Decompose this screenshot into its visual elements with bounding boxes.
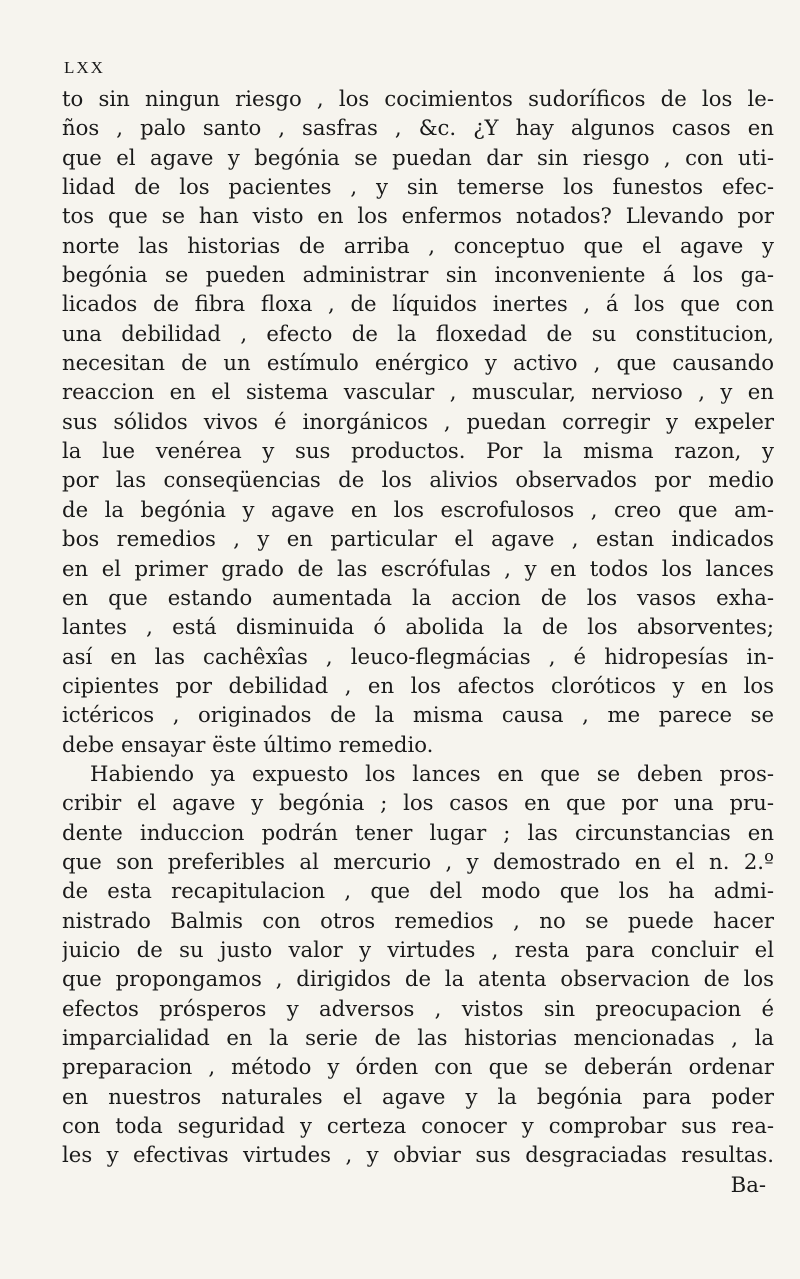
text-line: nistrado Balmis con otros remedios , no se puede hacer xyxy=(62,907,774,933)
page-number: LXX xyxy=(64,58,105,77)
text-line: ictéricos , originados de la misma causa , me parece se xyxy=(62,702,774,728)
text-line: to sin ningun riesgo , los cocimientos sudoríficos de los le- xyxy=(62,86,774,111)
text-line: ños , palo santo , sasfras , &c. ¿Y hay algunos casos en xyxy=(62,115,774,141)
paragraph-start-line: Habiendo ya expuesto los lances en que se deben pros- xyxy=(90,760,774,786)
text-line: por las conseqüencias de los alivios observados por medio xyxy=(62,467,774,493)
catchword: Ba- xyxy=(730,1171,766,1197)
text-line: así en las cachêxîas , leuco-flegmácias , é hidropesías in- xyxy=(62,643,774,669)
text-line: en que estando aumentada la accion de los vasos exha- xyxy=(62,584,774,610)
text-line: de la begónia y agave en los escrofulosos , creo que am- xyxy=(62,496,774,522)
text-line: que propongamos , dirigidos de la atenta observacion de los xyxy=(62,966,774,992)
paragraph-end-line: debe ensayar ëste último remedio. xyxy=(62,731,434,757)
text-line: una debilidad , efecto de la floxedad de su constitucion, xyxy=(62,320,774,346)
text-line: les y efectivas virtudes , y obviar sus desgraciadas resultas. xyxy=(62,1142,774,1168)
text-line: que son preferibles al mercurio , y demostrado en el n. 2.º xyxy=(62,848,774,874)
text-line: dente induccion podrán tener lugar ; las circunstancias en xyxy=(62,819,774,845)
text-line: juicio de su justo valor y virtudes , resta para concluir el xyxy=(62,936,774,962)
text-line: efectos prósperos y adversos , vistos sin preocupacion é xyxy=(62,995,774,1021)
text-line: en nuestros naturales el agave y la begónia para poder xyxy=(62,1083,774,1109)
text-line: la lue venérea y sus productos. Por la misma razon, y xyxy=(62,438,774,464)
text-line: cribir el agave y begónia ; los casos en que por una pru- xyxy=(62,790,774,816)
text-line: tos que se han visto en los enfermos notados? Llevando por xyxy=(62,203,774,229)
text-line: lantes , está disminuida ó abolida la de los absorventes; xyxy=(62,614,774,640)
text-line: necesitan de un estímulo enérgico y activo , que causando xyxy=(62,350,774,376)
text-line: con toda seguridad y certeza conocer y comprobar sus rea- xyxy=(62,1113,774,1139)
text-line: cipientes por debilidad , en los afectos cloróticos y en los xyxy=(62,672,774,698)
text-line: begónia se pueden administrar sin inconveniente á los ga- xyxy=(62,262,774,288)
text-line: norte las historias de arriba , conceptuo que el agave y xyxy=(62,232,774,258)
text-line: licados de fibra floxa , de líquidos inertes , á los que con xyxy=(62,291,774,317)
text-line: sus sólidos vivos é inorgánicos , puedan corregir y expeler xyxy=(62,408,774,434)
text-line: que el agave y begónia se puedan dar sin riesgo , con uti- xyxy=(62,144,774,170)
text-line: reaccion en el sistema vascular , muscular, nervioso , y en xyxy=(62,379,774,405)
text-line: imparcialidad en la serie de las historias mencionadas , la xyxy=(62,1025,774,1050)
text-line: en el primer grado de las escrófulas , y en todos los lances xyxy=(62,555,774,581)
text-line: bos remedios , y en particular el agave , estan indicados xyxy=(62,526,774,552)
body-text xyxy=(62,84,774,1199)
text-line: preparacion , método y órden con que se deberán ordenar xyxy=(62,1054,774,1080)
text-line: de esta recapitulacion , que del modo que los ha admi- xyxy=(62,878,774,904)
text-line: lidad de los pacientes , y sin temerse los funestos efec- xyxy=(62,174,774,200)
